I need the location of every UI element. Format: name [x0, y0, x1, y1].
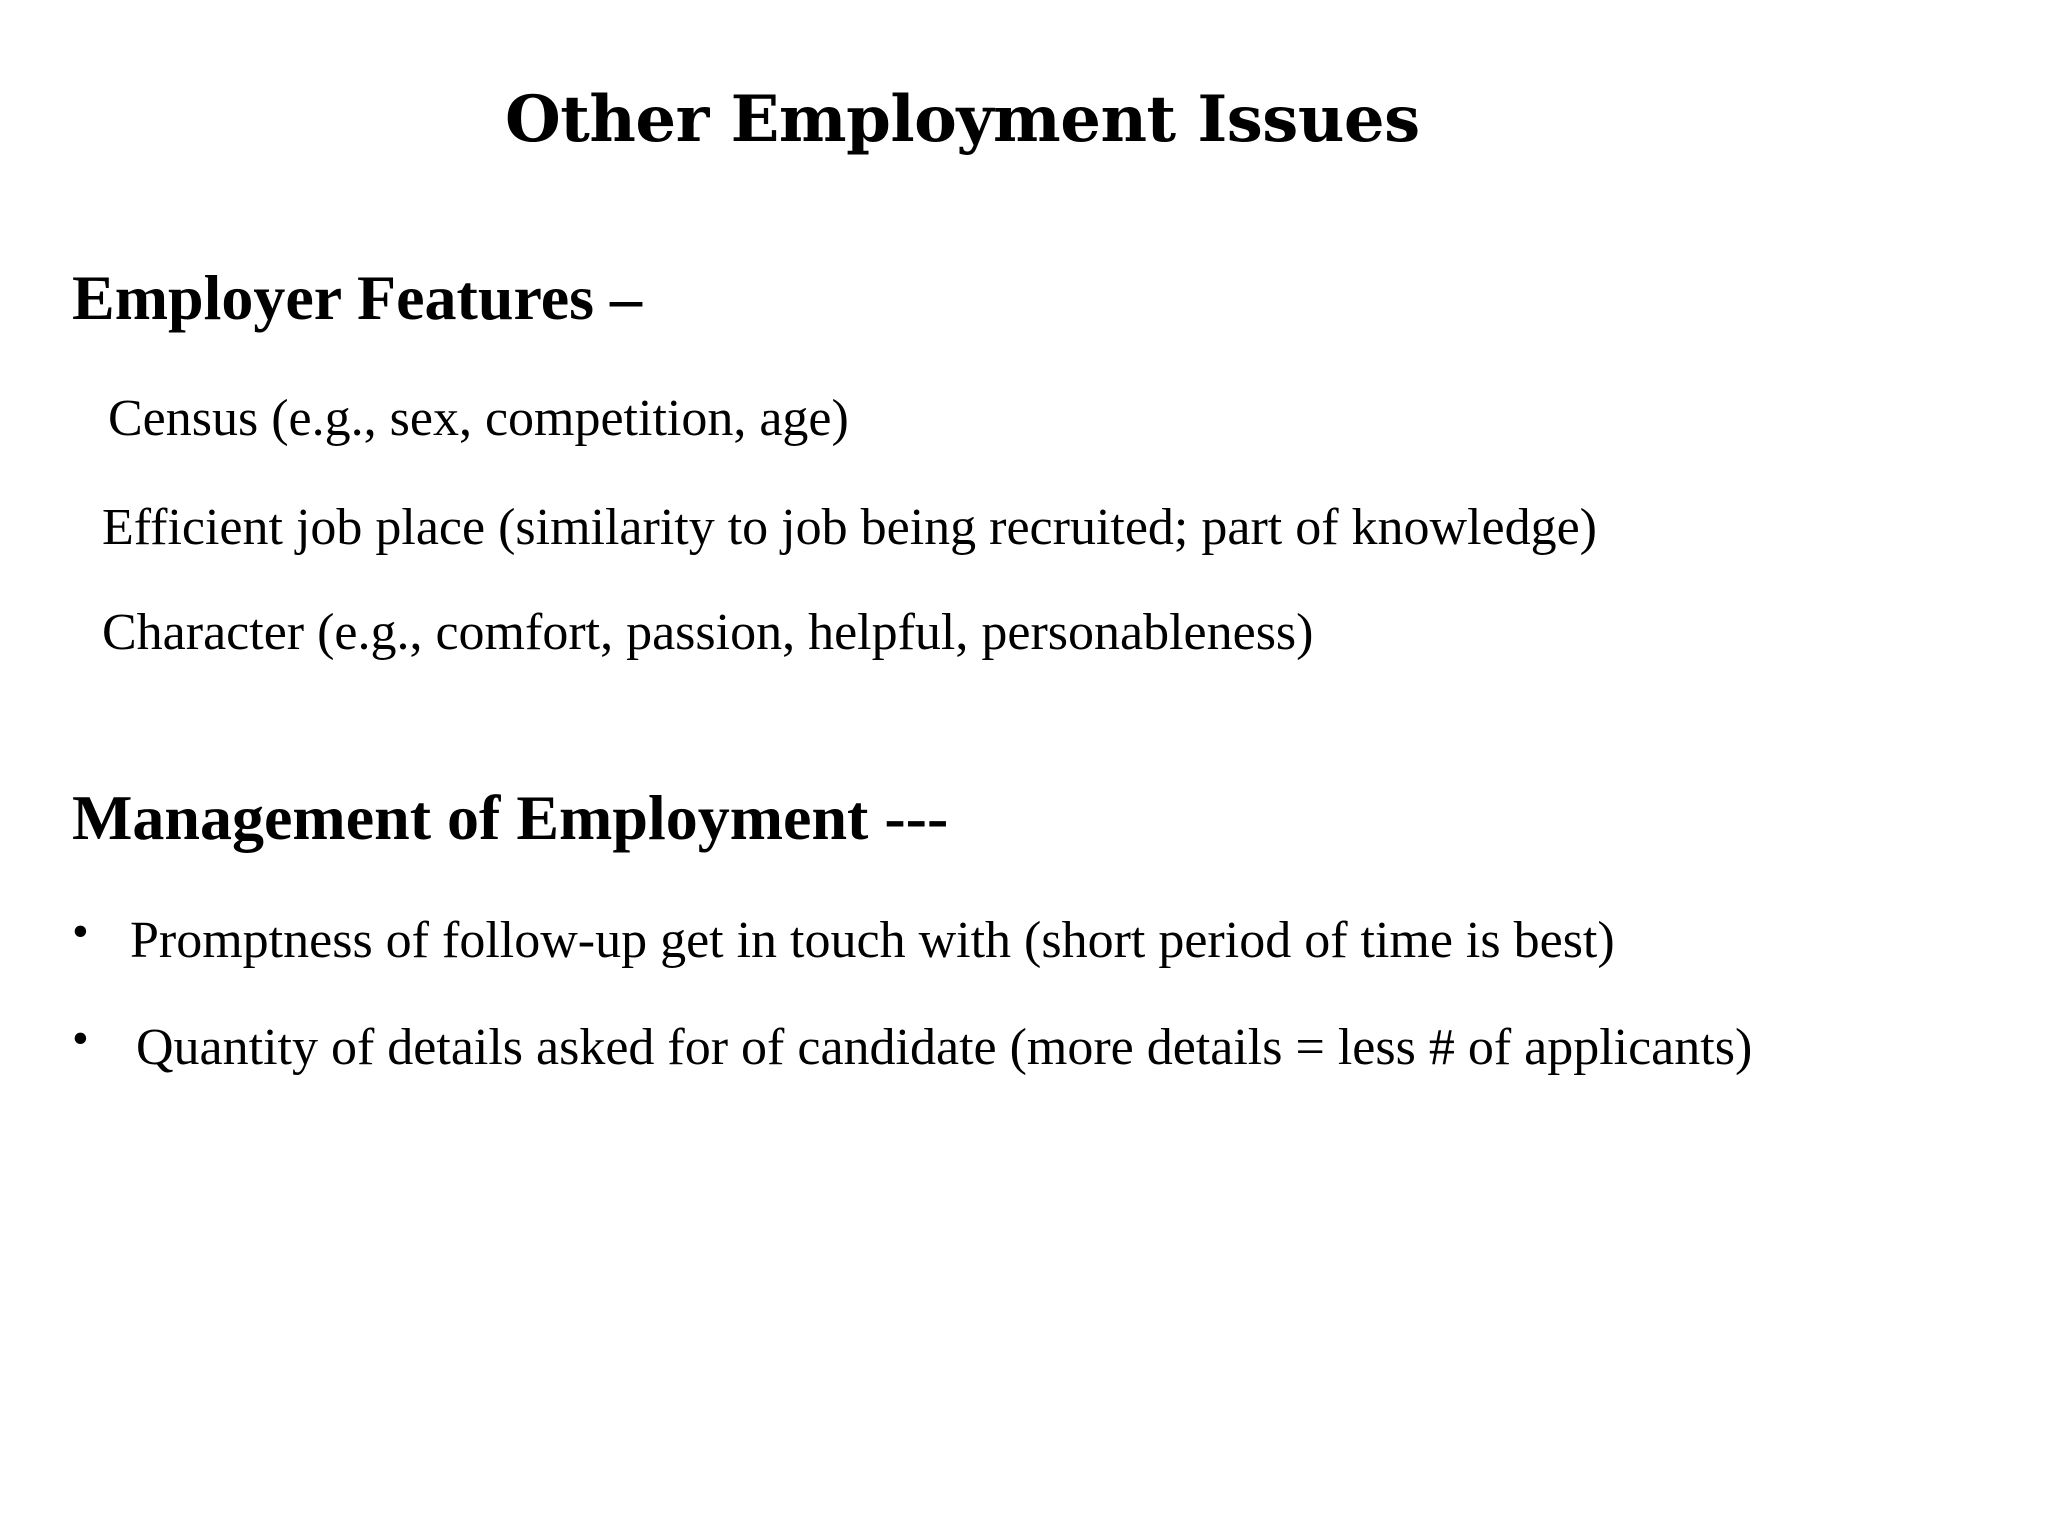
list-item [72, 1012, 1753, 1079]
list-item [72, 905, 1615, 972]
bullet-text: Promptness of follow-up get in touch with (short period of time is best) [130, 912, 1615, 969]
employer-feature-character: Character (e.g., comfort, passion, helpful, personableness) [102, 604, 1314, 661]
bullet-icon: • [72, 905, 89, 958]
section-heading-management: Management of Employment --- [72, 782, 949, 853]
employer-feature-census: Census (e.g., sex, competition, age) [108, 390, 849, 447]
slide-title: Other Employment Issues [505, 82, 1420, 157]
section-heading-employer-features: Employer Features – [72, 262, 642, 333]
bullet-icon: • [72, 1012, 89, 1065]
bullet-text: Quantity of details asked for of candidate (more details = less # of applicants) [136, 1019, 1753, 1076]
employer-feature-job-place: Efficient job place (similarity to job being recruited; part of knowledge) [102, 499, 1597, 556]
